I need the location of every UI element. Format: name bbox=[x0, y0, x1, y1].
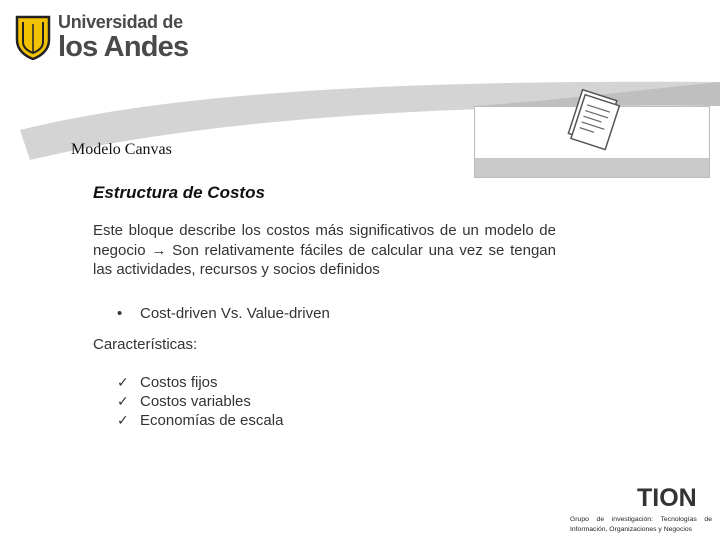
list-item-text: Costos fijos bbox=[140, 374, 218, 391]
bullet-item bbox=[117, 305, 330, 322]
list-item bbox=[117, 373, 283, 392]
list-item bbox=[117, 411, 283, 430]
logo-text-line2: los Andes bbox=[58, 31, 189, 63]
section-title: Modelo Canvas bbox=[71, 141, 172, 158]
checkmark-icon: ✓ bbox=[117, 413, 129, 429]
characteristics-list bbox=[117, 373, 283, 430]
research-group-caption: Grupo de investigación: Tecnologías de Información, Organizaciones y Negocios bbox=[570, 516, 712, 533]
university-logo bbox=[14, 10, 194, 62]
tion-logo bbox=[637, 482, 701, 512]
checkmark-icon: ✓ bbox=[117, 394, 129, 410]
bullet-dot-icon: • bbox=[117, 305, 123, 322]
logo-text-line1: Universidad de bbox=[58, 12, 183, 32]
description-paragraph: Este bloque describe los costos más significativos de un modelo de negocio → Son relativamente fáciles de calcular una vez se tengan las actividades, recursos y socios definidos bbox=[93, 222, 556, 278]
characteristics-label: Características: bbox=[93, 336, 198, 353]
list-item bbox=[117, 392, 283, 411]
tion-logo-text: TION bbox=[637, 484, 697, 512]
slide-subtitle: Estructura de Costos bbox=[93, 183, 265, 202]
document-papers-icon bbox=[552, 84, 632, 154]
list-item-text: Costos variables bbox=[140, 393, 251, 410]
list-item-text: Economías de escala bbox=[140, 412, 284, 429]
shield-logo-icon bbox=[14, 14, 52, 60]
checkmark-icon: ✓ bbox=[117, 375, 129, 391]
header-gray-band bbox=[475, 158, 709, 177]
bullet-text: Cost-driven Vs. Value-driven bbox=[140, 305, 330, 322]
